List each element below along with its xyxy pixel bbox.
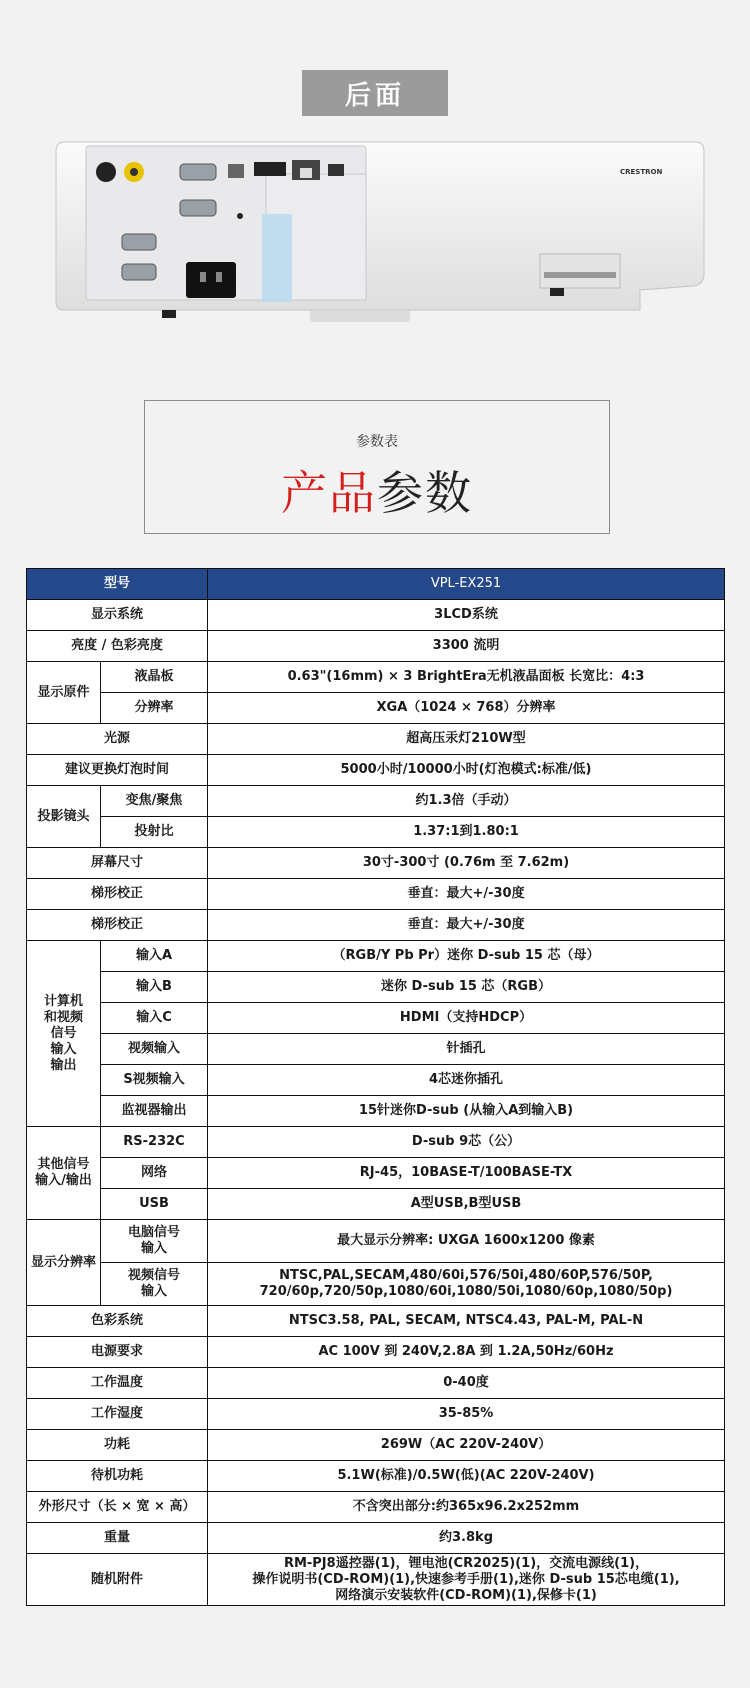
row-label: 输入A [101, 941, 208, 972]
group-label: 投影镜头 [27, 786, 101, 848]
row-value: 5.1W(标准)/0.5W(低)(AC 220V-240V) [208, 1461, 725, 1492]
row-value: 4芯迷你插孔 [208, 1065, 725, 1096]
row-label: 液晶板 [101, 662, 208, 693]
row-label: 电脑信号 输入 [101, 1220, 208, 1263]
row-value: XGA（1024 × 768）分辨率 [208, 693, 725, 724]
row-label: 随机附件 [27, 1554, 208, 1606]
row-label: 分辨率 [101, 693, 208, 724]
row-value: RM-PJ8遥控器(1)，锂电池(CR2025)(1)，交流电源线(1)， 操作说明书(CD-ROM)(1),快速参考手册(1),迷你 D-sub 15芯电缆(1), 网络演示安装软件(CD-ROM)(1),保修卡(1) [208, 1554, 725, 1606]
table-row [27, 1189, 725, 1220]
table-row [27, 755, 725, 786]
row-label: 视频信号 输入 [101, 1263, 208, 1306]
row-value: 针插孔 [208, 1034, 725, 1065]
table-row [27, 972, 725, 1003]
row-label: 网络 [101, 1158, 208, 1189]
group-label: 计算机 和视频 信号 输入 输出 [27, 941, 101, 1127]
table-row [27, 910, 725, 941]
table-row [27, 1003, 725, 1034]
row-label: 监视器输出 [101, 1096, 208, 1127]
row-value: 3300 流明 [208, 631, 725, 662]
row-value: AC 100V 到 240V,2.8A 到 1.2A,50Hz/60Hz [208, 1337, 725, 1368]
table-row [27, 1337, 725, 1368]
table-row [27, 631, 725, 662]
row-label: 建议更换灯泡时间 [27, 755, 208, 786]
title-big-red: 产品 [281, 466, 377, 520]
row-label: 变焦/聚焦 [101, 786, 208, 817]
row-label: 光源 [27, 724, 208, 755]
table-row [27, 1554, 725, 1606]
table-row [27, 662, 725, 693]
row-label: 色彩系统 [27, 1306, 208, 1337]
group-label: 其他信号 输入/输出 [27, 1127, 101, 1220]
row-label: 梯形校正 [27, 910, 208, 941]
row-value: NTSC,PAL,SECAM,480/60i,576/50i,480/60P,576/50P, 720/60p,720/50p,1080/60i,1080/50i,1080/60p,1080/50p) [208, 1263, 725, 1306]
group-label: 显示分辨率 [27, 1220, 101, 1306]
row-value: 不含突出部分:约365x96.2x252mm [208, 1492, 725, 1523]
table-row [27, 600, 725, 631]
table-row [27, 1158, 725, 1189]
row-value: （RGB/Y Pb Pr）迷你 D-sub 15 芯（母） [208, 941, 725, 972]
table-row [27, 1368, 725, 1399]
table-row [27, 1263, 725, 1306]
title-small: 参数表 [356, 434, 398, 450]
row-value: 15针迷你D-sub (从输入A到输入B) [208, 1096, 725, 1127]
row-label: 重量 [27, 1523, 208, 1554]
row-value: 3LCD系统 [208, 600, 725, 631]
table-row [27, 1492, 725, 1523]
row-label: 输入B [101, 972, 208, 1003]
table-row [27, 786, 725, 817]
row-label: 亮度 / 色彩亮度 [27, 631, 208, 662]
table-row [27, 1127, 725, 1158]
table-row [27, 1461, 725, 1492]
rear-view-label: 后面 [302, 70, 448, 116]
row-value: 超高压汞灯210W型 [208, 724, 725, 755]
table-row [27, 693, 725, 724]
row-value: D-sub 9芯（公） [208, 1127, 725, 1158]
title-big-dark: 参数 [377, 466, 473, 520]
row-label: RS-232C [101, 1127, 208, 1158]
row-label: USB [101, 1189, 208, 1220]
row-label: 视频输入 [101, 1034, 208, 1065]
row-label: 待机功耗 [27, 1461, 208, 1492]
table-header-row [27, 569, 725, 600]
row-value: 5000小时/10000小时(灯泡模式:标准/低) [208, 755, 725, 786]
row-label: 外形尺寸（长 × 宽 × 高） [27, 1492, 208, 1523]
row-label: 显示系统 [27, 600, 208, 631]
table-row [27, 1399, 725, 1430]
row-label: 工作温度 [27, 1368, 208, 1399]
table-row [27, 724, 725, 755]
table-row [27, 1096, 725, 1127]
table-row [27, 1430, 725, 1461]
title-big [145, 457, 609, 523]
row-value: 1.37:1到1.80:1 [208, 817, 725, 848]
row-label: 梯形校正 [27, 879, 208, 910]
table-row [27, 1034, 725, 1065]
row-value: A型USB,B型USB [208, 1189, 725, 1220]
row-label: 屏幕尺寸 [27, 848, 208, 879]
row-value: 迷你 D-sub 15 芯（RGB） [208, 972, 725, 1003]
row-value: 35-85% [208, 1399, 725, 1430]
table-row [27, 1306, 725, 1337]
row-value: 约1.3倍（手动） [208, 786, 725, 817]
spec-table [26, 568, 725, 1606]
row-value: 0-40度 [208, 1368, 725, 1399]
spec-title-box [144, 400, 610, 534]
row-label: 投射比 [101, 817, 208, 848]
row-value: 269W（AC 220V-240V） [208, 1430, 725, 1461]
row-value: 垂直：最大+/-30度 [208, 879, 725, 910]
row-value: 最大显示分辨率: UXGA 1600x1200 像素 [208, 1220, 725, 1263]
row-label: 功耗 [27, 1430, 208, 1461]
table-row [27, 879, 725, 910]
row-label: S视频输入 [101, 1065, 208, 1096]
table-row [27, 848, 725, 879]
projector-rear-image [50, 134, 710, 330]
model-value: VPL-EX251 [208, 569, 725, 600]
brand-logo: CRESTRON [620, 168, 663, 176]
row-label: 输入C [101, 1003, 208, 1034]
row-label: 电源要求 [27, 1337, 208, 1368]
row-value: 约3.8kg [208, 1523, 725, 1554]
table-row [27, 1523, 725, 1554]
row-value: NTSC3.58, PAL, SECAM, NTSC4.43, PAL-M, PAL-N [208, 1306, 725, 1337]
row-value: 0.63"(16mm) × 3 BrightEra无机液晶面板 长宽比：4:3 [208, 662, 725, 693]
table-row [27, 1065, 725, 1096]
row-value: RJ-45，10BASE-T/100BASE-TX [208, 1158, 725, 1189]
table-row [27, 941, 725, 972]
row-value: 30寸-300寸 (0.76m 至 7.62m) [208, 848, 725, 879]
row-value: HDMI（支持HDCP） [208, 1003, 725, 1034]
table-row [27, 817, 725, 848]
group-label: 显示原件 [27, 662, 101, 724]
table-row [27, 1220, 725, 1263]
row-value: 垂直：最大+/-30度 [208, 910, 725, 941]
row-label: 工作湿度 [27, 1399, 208, 1430]
model-label: 型号 [27, 569, 208, 600]
